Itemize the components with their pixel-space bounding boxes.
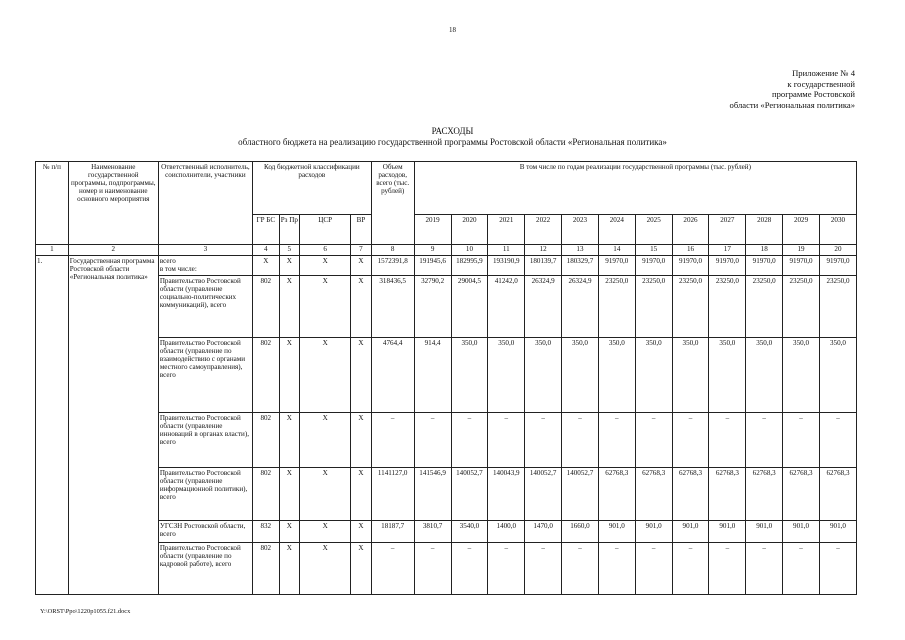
header-year: 2025	[635, 214, 672, 244]
year-value-cell: 901,0	[709, 520, 746, 542]
grbs-cell: 802	[252, 275, 279, 337]
year-value-cell: 901,0	[783, 520, 820, 542]
executor-cell: УГСЗН Ростовской области, всего	[158, 520, 252, 542]
year-value-cell: 62768,3	[746, 467, 783, 520]
total-cell: –	[371, 542, 414, 594]
appendix-line: к государственной	[787, 78, 855, 89]
header-year: 2026	[672, 214, 709, 244]
appendix-line: области «Региональная политика»	[729, 99, 855, 110]
vr-cell: Х	[351, 542, 371, 594]
year-value-cell: –	[414, 542, 451, 594]
header-rzpr: Рз Пр	[279, 214, 299, 244]
year-value-cell: 914,4	[414, 337, 451, 412]
total-cell: –	[371, 412, 414, 467]
year-value-cell: 350,0	[672, 337, 709, 412]
table-row	[36, 467, 857, 520]
csr-cell: Х	[300, 520, 351, 542]
year-value-cell: –	[525, 542, 562, 594]
executor-cell: Правительство Ростовской области (управление информационной политики), всего	[158, 467, 252, 520]
header-year: 2024	[598, 214, 635, 244]
column-number: 2	[68, 245, 158, 256]
page-number: 18	[449, 26, 456, 34]
column-number: 6	[300, 245, 351, 256]
year-value-cell: 901,0	[819, 520, 856, 542]
executor-cell: Правительство Ростовской области (управление инноваций в органах власти), всего	[158, 412, 252, 467]
header-name: Наименование государственной программы, подпрограммы, номер и наименование основного мероприятия	[68, 162, 158, 245]
year-value-cell: –	[414, 412, 451, 467]
csr-cell: Х	[300, 275, 351, 337]
year-value-cell: –	[598, 542, 635, 594]
appendix-block	[615, 68, 855, 110]
year-value-cell: 350,0	[562, 337, 599, 412]
grbs-cell: 832	[252, 520, 279, 542]
year-value-cell: 23250,0	[746, 275, 783, 337]
table-row	[36, 275, 857, 337]
header-year: 2023	[562, 214, 599, 244]
year-value-cell: 62768,3	[783, 467, 820, 520]
column-number: 15	[635, 245, 672, 256]
year-value-cell: 23250,0	[635, 275, 672, 337]
table-row	[36, 255, 857, 275]
year-value-cell: –	[562, 412, 599, 467]
year-value-cell: 62768,3	[819, 467, 856, 520]
year-value-cell: –	[635, 542, 672, 594]
year-value-cell: 350,0	[451, 337, 488, 412]
year-value-cell: –	[672, 542, 709, 594]
table-row	[36, 412, 857, 467]
year-value-cell: 901,0	[635, 520, 672, 542]
total-cell: 18187,7	[371, 520, 414, 542]
rzpr-cell: Х	[279, 467, 299, 520]
year-value-cell: 350,0	[488, 337, 525, 412]
grbs-cell: Х	[252, 255, 279, 275]
year-value-cell: 1470,0	[525, 520, 562, 542]
year-value-cell: 23250,0	[783, 275, 820, 337]
column-number: 9	[414, 245, 451, 256]
year-value-cell: 23250,0	[672, 275, 709, 337]
header-budget-code: Код бюджетной классификации расходов	[252, 162, 371, 215]
header-num: № п/п	[36, 162, 69, 245]
year-value-cell: –	[451, 542, 488, 594]
year-value-cell: 3810,7	[414, 520, 451, 542]
year-value-cell: –	[746, 542, 783, 594]
year-value-cell: –	[525, 412, 562, 467]
year-value-cell: 1660,0	[562, 520, 599, 542]
appendix-line: программе Ростовской	[772, 89, 855, 100]
year-value-cell: 29004,5	[451, 275, 488, 337]
year-value-cell: 350,0	[525, 337, 562, 412]
executor-cell: Правительство Ростовской области (управление по взаимодействию с органами местного самоуправления), всего	[158, 337, 252, 412]
year-value-cell: –	[451, 412, 488, 467]
year-value-cell: 350,0	[783, 337, 820, 412]
year-value-cell: –	[783, 412, 820, 467]
year-value-cell: 350,0	[819, 337, 856, 412]
year-value-cell: 141546,9	[414, 467, 451, 520]
year-value-cell: 901,0	[672, 520, 709, 542]
header-grbs: ГР БС	[252, 214, 279, 244]
appendix-line: Приложение № 4	[792, 68, 855, 78]
year-value-cell: –	[488, 412, 525, 467]
column-number: 16	[672, 245, 709, 256]
year-value-cell: 23250,0	[709, 275, 746, 337]
year-value-cell: 32790,2	[414, 275, 451, 337]
header-year: 2020	[451, 214, 488, 244]
year-value-cell: –	[709, 542, 746, 594]
header-year: 2029	[783, 214, 820, 244]
year-value-cell: 140043,9	[488, 467, 525, 520]
year-value-cell: 901,0	[598, 520, 635, 542]
csr-cell: Х	[300, 337, 351, 412]
year-value-cell: 91970,0	[672, 255, 709, 275]
year-value-cell: –	[488, 542, 525, 594]
year-value-cell: –	[562, 542, 599, 594]
grbs-cell: 802	[252, 542, 279, 594]
year-value-cell: 191945,6	[414, 255, 451, 275]
column-number: 14	[598, 245, 635, 256]
header-year: 2021	[488, 214, 525, 244]
header-year: 2019	[414, 214, 451, 244]
year-value-cell: 3540,0	[451, 520, 488, 542]
row-number-cell: 1.	[36, 255, 69, 594]
column-number: 12	[525, 245, 562, 256]
header-year: 2030	[819, 214, 856, 244]
year-value-cell: 901,0	[746, 520, 783, 542]
executor-cell: всего в том числе:	[158, 255, 252, 275]
year-value-cell: 23250,0	[819, 275, 856, 337]
year-value-cell: 62768,3	[635, 467, 672, 520]
executor-cell: Правительство Ростовской области (управление социально-политических коммуникаций), всего	[158, 275, 252, 337]
year-value-cell: 26324,9	[525, 275, 562, 337]
year-value-cell: 91970,0	[819, 255, 856, 275]
year-value-cell: 41242,0	[488, 275, 525, 337]
year-value-cell: –	[709, 412, 746, 467]
rzpr-cell: Х	[279, 520, 299, 542]
year-value-cell: 62768,3	[672, 467, 709, 520]
csr-cell: Х	[300, 467, 351, 520]
total-cell: 4764,4	[371, 337, 414, 412]
document-title	[0, 126, 905, 147]
year-value-cell: 350,0	[746, 337, 783, 412]
grbs-cell: 802	[252, 337, 279, 412]
total-cell: 1572391,8	[371, 255, 414, 275]
year-value-cell: 91970,0	[709, 255, 746, 275]
column-number: 10	[451, 245, 488, 256]
header-year: 2028	[746, 214, 783, 244]
vr-cell: Х	[351, 275, 371, 337]
title-subheading: областного бюджета на реализацию государственной программы Ростовской области «Региональная политика»	[238, 136, 667, 147]
column-number: 1	[36, 245, 69, 256]
grbs-cell: 802	[252, 412, 279, 467]
column-number: 17	[709, 245, 746, 256]
rzpr-cell: Х	[279, 255, 299, 275]
year-value-cell: 140052,7	[451, 467, 488, 520]
program-name-cell: Государственная программа Ростовской области «Региональная политика»	[68, 255, 158, 594]
csr-cell: Х	[300, 542, 351, 594]
title-heading: РАСХОДЫ	[431, 126, 474, 136]
year-value-cell: 350,0	[709, 337, 746, 412]
column-number: 3	[158, 245, 252, 256]
year-value-cell: 140052,7	[525, 467, 562, 520]
column-number: 5	[279, 245, 299, 256]
vr-cell: Х	[351, 467, 371, 520]
year-value-cell: 182995,9	[451, 255, 488, 275]
year-value-cell: –	[672, 412, 709, 467]
table-row	[36, 337, 857, 412]
column-number: 4	[252, 245, 279, 256]
rzpr-cell: Х	[279, 337, 299, 412]
column-number: 7	[351, 245, 371, 256]
column-number: 8	[371, 245, 414, 256]
column-number: 11	[488, 245, 525, 256]
grbs-cell: 802	[252, 467, 279, 520]
year-value-cell: 91970,0	[598, 255, 635, 275]
column-number: 20	[819, 245, 856, 256]
table-row	[36, 520, 857, 542]
year-value-cell: 91970,0	[746, 255, 783, 275]
year-value-cell: 91970,0	[635, 255, 672, 275]
year-value-cell: 350,0	[635, 337, 672, 412]
rzpr-cell: Х	[279, 275, 299, 337]
column-number: 13	[562, 245, 599, 256]
year-value-cell: 1400,0	[488, 520, 525, 542]
column-number: 18	[746, 245, 783, 256]
year-value-cell: 350,0	[598, 337, 635, 412]
year-value-cell: –	[598, 412, 635, 467]
year-value-cell: –	[819, 542, 856, 594]
year-value-cell: 140052,7	[562, 467, 599, 520]
year-value-cell: 62768,3	[709, 467, 746, 520]
year-value-cell: 62768,3	[598, 467, 635, 520]
header-vr: ВР	[351, 214, 371, 244]
column-number: 19	[783, 245, 820, 256]
header-total: Объем расходов, всего (тыс. рублей)	[371, 162, 414, 245]
year-value-cell: –	[635, 412, 672, 467]
header-year: 2027	[709, 214, 746, 244]
year-value-cell: 23250,0	[598, 275, 635, 337]
header-by-years: В том числе по годам реализации государственной программы (тыс. рублей)	[414, 162, 856, 215]
header-executor: Ответственный исполнитель, соисполнители, участники	[158, 162, 252, 245]
table-row	[36, 542, 857, 594]
budget-table	[35, 161, 857, 595]
file-path-footer: Y:\ORST\Ppo\1220p1055.f21.docx	[40, 608, 131, 615]
year-value-cell: –	[783, 542, 820, 594]
year-value-cell: –	[819, 412, 856, 467]
header-csr: ЦСР	[300, 214, 351, 244]
year-value-cell: 193190,9	[488, 255, 525, 275]
header-year: 2022	[525, 214, 562, 244]
year-value-cell: 26324,9	[562, 275, 599, 337]
csr-cell: Х	[300, 255, 351, 275]
year-value-cell: 180329,7	[562, 255, 599, 275]
vr-cell: Х	[351, 255, 371, 275]
total-cell: 1141127,0	[371, 467, 414, 520]
year-value-cell: 91970,0	[783, 255, 820, 275]
executor-cell: Правительство Ростовской области (управление по кадровой работе), всего	[158, 542, 252, 594]
vr-cell: Х	[351, 412, 371, 467]
rzpr-cell: Х	[279, 542, 299, 594]
vr-cell: Х	[351, 520, 371, 542]
year-value-cell: –	[746, 412, 783, 467]
total-cell: 318436,5	[371, 275, 414, 337]
year-value-cell: 180139,7	[525, 255, 562, 275]
vr-cell: Х	[351, 337, 371, 412]
rzpr-cell: Х	[279, 412, 299, 467]
csr-cell: Х	[300, 412, 351, 467]
